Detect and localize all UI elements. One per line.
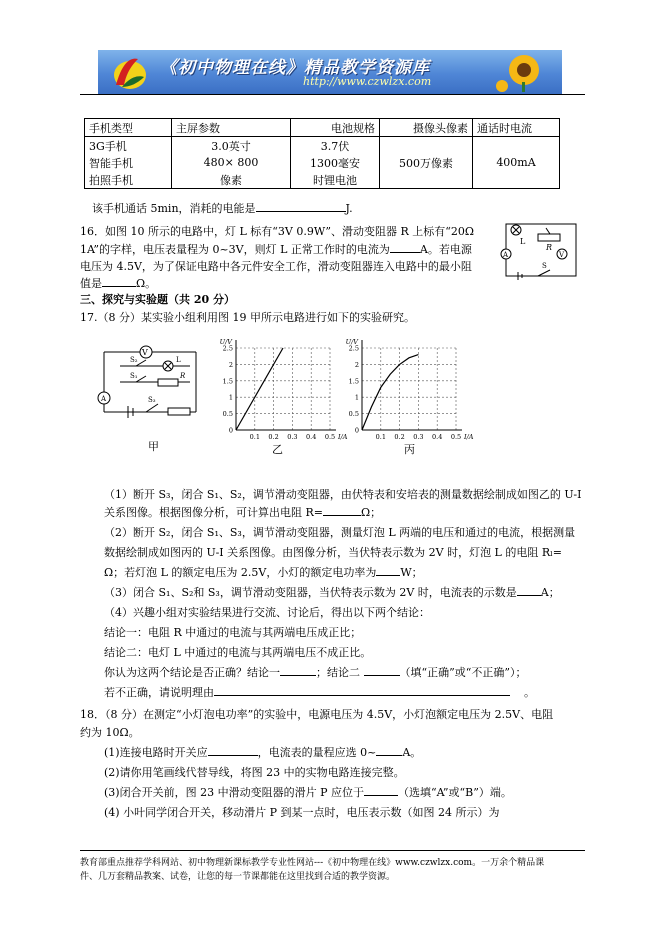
answer-blank[interactable]: [208, 755, 258, 756]
circuit-label: S₁: [130, 372, 138, 380]
q16-text: 值是: [80, 277, 102, 290]
table-header-cell: 电池规格: [291, 119, 380, 137]
chart-yi: [214, 336, 348, 454]
fig10-label: S: [542, 262, 547, 270]
x-tick-label: 0.5: [450, 433, 462, 441]
table-header-cell: 摄像头像素: [380, 119, 473, 137]
table-cell: 400mA: [473, 137, 560, 189]
table-cell: 3.0英寸: [172, 137, 291, 155]
table-header-row: [85, 119, 560, 137]
answer-blank[interactable]: [102, 286, 136, 287]
series-line: [362, 355, 418, 430]
q17-part2-line3: [104, 564, 423, 580]
y-tick-label: 0: [228, 426, 233, 435]
circuit-label: A: [101, 395, 107, 403]
y-tick-label: 2.5: [348, 344, 359, 353]
answer-blank[interactable]: [323, 515, 361, 516]
x-tick-label: 0.5: [324, 433, 336, 441]
x-tick-label: 0.3: [287, 433, 298, 441]
q18-text: (3)闭合开关前，图 23 中滑动变阻器的滑片 P 应位于: [104, 786, 364, 799]
fig10-label: A: [503, 251, 509, 259]
answer-blank[interactable]: [376, 755, 402, 756]
q17-text: 关系图像。根据图像分析，可计算出电阻 R=: [104, 506, 323, 519]
x-tick-label: 0.1: [375, 433, 386, 441]
y-tick-label: 2: [228, 360, 233, 369]
q18-part3: [104, 784, 512, 800]
answer-blank[interactable]: [364, 795, 398, 796]
answer-blank[interactable]: [214, 695, 510, 696]
y-tick-label: 1.5: [222, 377, 233, 386]
table-cell: 拍照手机: [85, 171, 172, 189]
footer-line-2: 件、几万套精品教案、试卷，让您的每一节课都能在这里找到合适的教学资源。: [80, 872, 396, 882]
figure-19-circuit: [100, 340, 206, 420]
q17-judge-line: [104, 664, 527, 680]
q16-text: A。若电源: [419, 243, 472, 256]
x-tick-label: 0.2: [394, 433, 405, 441]
phone-spec-table: [84, 118, 560, 189]
q18-text: ，电流表的量程应选 0~: [257, 746, 377, 759]
q18-text: A。: [402, 746, 422, 759]
q17-text: W；: [400, 566, 423, 579]
q15-line: [92, 200, 353, 216]
q17-part2-line2: 数据绘制成如图丙的 U-I 关系图像。由图像分析，当伏特表示数为 2V 时，灯泡 L 的电阻 Rₗ=: [104, 546, 563, 559]
answer-blank[interactable]: [517, 595, 541, 596]
table-cell: 时锂电池: [291, 171, 380, 189]
answer-blank[interactable]: [256, 211, 346, 212]
fig10-label: L: [520, 237, 526, 246]
y-tick-label: 1.5: [348, 377, 359, 386]
y-tick-label: 0.5: [222, 410, 233, 419]
x-axis-label: I/A: [338, 433, 348, 441]
header-banner: [98, 50, 562, 94]
sunflower-icon: [494, 52, 552, 92]
q17-text: Ω；若灯泡 L 的额定电压为 2.5V，小灯的额定电功率为: [104, 566, 377, 579]
q18-stem-line1: 18．（8 分）在测定“小灯泡电功率”的实验中，电源电压为 4.5V，小灯泡额定电压为 2.5V、电阻: [80, 708, 554, 721]
banner-url[interactable]: http://www.czwlzx.com: [303, 75, 432, 88]
fig10-label: V: [559, 251, 565, 259]
circuit-label: R: [180, 372, 186, 380]
footer-line-1: 教育部重点推荐学科网站、初中物理新课标教学专业性网站---《初中物理在线》www.czwlzx.com。一万余个精品课: [80, 858, 545, 868]
answer-blank[interactable]: [376, 575, 400, 576]
q17-text: （3）闭合 S₁、S₂和 S₃，调节滑动变阻器，当伏特表示数为 2V 时，电流表的示数是: [104, 586, 517, 599]
y-tick-label: 0: [354, 426, 359, 435]
q16-line-2: [80, 241, 472, 257]
section-3-heading: 三、探究与实验题（共 20 分）: [80, 293, 235, 306]
q17-part4: （4）兴趣小组对实验结果进行交流、讨论后，得出以下两个结论：: [104, 606, 430, 619]
circuit-label: L: [176, 356, 181, 364]
q18-part4: (4) 小叶同学闭合开关，移动滑片 P 到某一点时，电压表示数（如图 24 所示）为: [104, 806, 500, 819]
circuit-label: S₂: [130, 356, 138, 364]
q17-part1-line1: （1）断开 S₃，闭合 S₁、S₂，调节滑动变阻器，由伏特表和安培表的测量数据绘制成如图乙的 U-I: [104, 488, 582, 501]
table-cell: 智能手机: [85, 154, 172, 171]
banner-title: 《初中物理在线》精品教学资源库: [160, 58, 430, 78]
q18-part2: (2)请你用笔画线代替导线，将图 23 中的实物电路连接完整。: [104, 766, 405, 779]
figure-caption-yi: 乙: [272, 443, 283, 456]
q17-text: （填“正确”或“不正确”）；: [399, 666, 527, 679]
table-cell: 1300毫安: [291, 154, 380, 171]
header-rule: [80, 94, 585, 95]
q18-text: (1)连接电路时开关应: [104, 746, 208, 759]
table-header-cell: 手机类型: [85, 119, 172, 137]
q18-part1: [104, 744, 421, 760]
y-axis-label: U/V: [345, 338, 358, 346]
q17-reason-line: [104, 684, 535, 700]
x-tick-label: 0.1: [249, 433, 260, 441]
conclusion-1: 结论一：电阻 R 中通过的电流与其两端电压成正比；: [104, 626, 362, 639]
table-cell: 3G手机: [85, 137, 172, 155]
answer-blank[interactable]: [280, 675, 316, 676]
q18-text: （选填“A”或“B”）端。: [397, 786, 512, 799]
y-tick-label: 2.5: [222, 344, 233, 353]
y-axis-label: U/V: [219, 338, 232, 346]
fig10-label: R: [546, 243, 553, 252]
circuit-label: S₃: [148, 396, 156, 404]
circuit-label: V: [142, 348, 148, 357]
x-tick-label: 0.3: [413, 433, 424, 441]
y-tick-label: 0.5: [348, 410, 359, 419]
y-tick-label: 1: [228, 393, 233, 402]
table-cell: 像素: [172, 171, 291, 189]
q17-text: 你认为这两个结论是否正确？结论一: [104, 666, 280, 679]
chart-bing: [340, 336, 474, 454]
q18-stem-line2: 约为 10Ω。: [80, 726, 140, 739]
figure-caption-bing: 丙: [404, 443, 415, 456]
table-cell: 500万像素: [380, 137, 473, 189]
q16-text: 1A”的字样，电压表量程为 0~3V，则灯 L 正常工作时的电流为: [80, 243, 390, 256]
series-line: [236, 348, 283, 430]
page-footer: [80, 856, 585, 884]
table-header-cell: 主屏参数: [172, 119, 291, 137]
q17-part2-line1: （2）断开 S₂，闭合 S₁、S₃，调节滑动变阻器，测量灯泡 L 两端的电压和通过的电流，根据测量: [104, 526, 576, 539]
q15-unit: J.: [345, 202, 353, 215]
q17-stem: 17.（8 分）某实验小组利用图 19 甲所示电路进行如下的实验研究。: [80, 311, 415, 324]
table-row: [85, 137, 560, 155]
q16-line-3: 电压为 4.5V，为了保证电路中各元件安全工作，滑动变阻器连入电路中的最小阻: [80, 260, 472, 273]
table-cell: 480× 800: [172, 154, 291, 171]
q16-text: Ω。: [136, 277, 157, 290]
x-tick-label: 0.4: [306, 433, 317, 441]
figure-10-circuit: [498, 216, 584, 284]
q17-text: A；: [540, 586, 560, 599]
answer-blank[interactable]: [364, 675, 400, 676]
q17-text: ；结论二: [316, 666, 360, 679]
q16-line-1: 16．如图 10 所示的电路中，灯 L 标有“3V 0.9W”、滑动变阻器 R 上标有“20Ω: [80, 225, 474, 238]
q17-text: Ω；: [361, 506, 382, 519]
y-tick-label: 1: [354, 393, 359, 402]
table-header-cell: 通话时电流: [473, 119, 560, 137]
x-axis-label: I/A: [464, 433, 474, 441]
site-logo-icon: [108, 53, 148, 91]
q17-part1-line2: [104, 504, 381, 520]
figure-caption-jia: 甲: [148, 440, 159, 453]
q17-text: 。: [524, 686, 535, 699]
q17-part3: [104, 584, 560, 600]
q16-line-4: [80, 275, 156, 291]
footer-rule: [80, 850, 585, 851]
q17-text: 若不正确，请说明理由: [104, 686, 214, 699]
table-cell: 3.7伏: [291, 137, 380, 155]
answer-blank[interactable]: [390, 252, 420, 253]
q15-text: 该手机通话 5min，消耗的电能是: [92, 202, 256, 215]
conclusion-2: 结论二：电灯 L 中通过的电流与其两端电压不成正比。: [104, 646, 372, 659]
y-tick-label: 2: [354, 360, 359, 369]
x-tick-label: 0.2: [268, 433, 279, 441]
x-tick-label: 0.4: [432, 433, 443, 441]
